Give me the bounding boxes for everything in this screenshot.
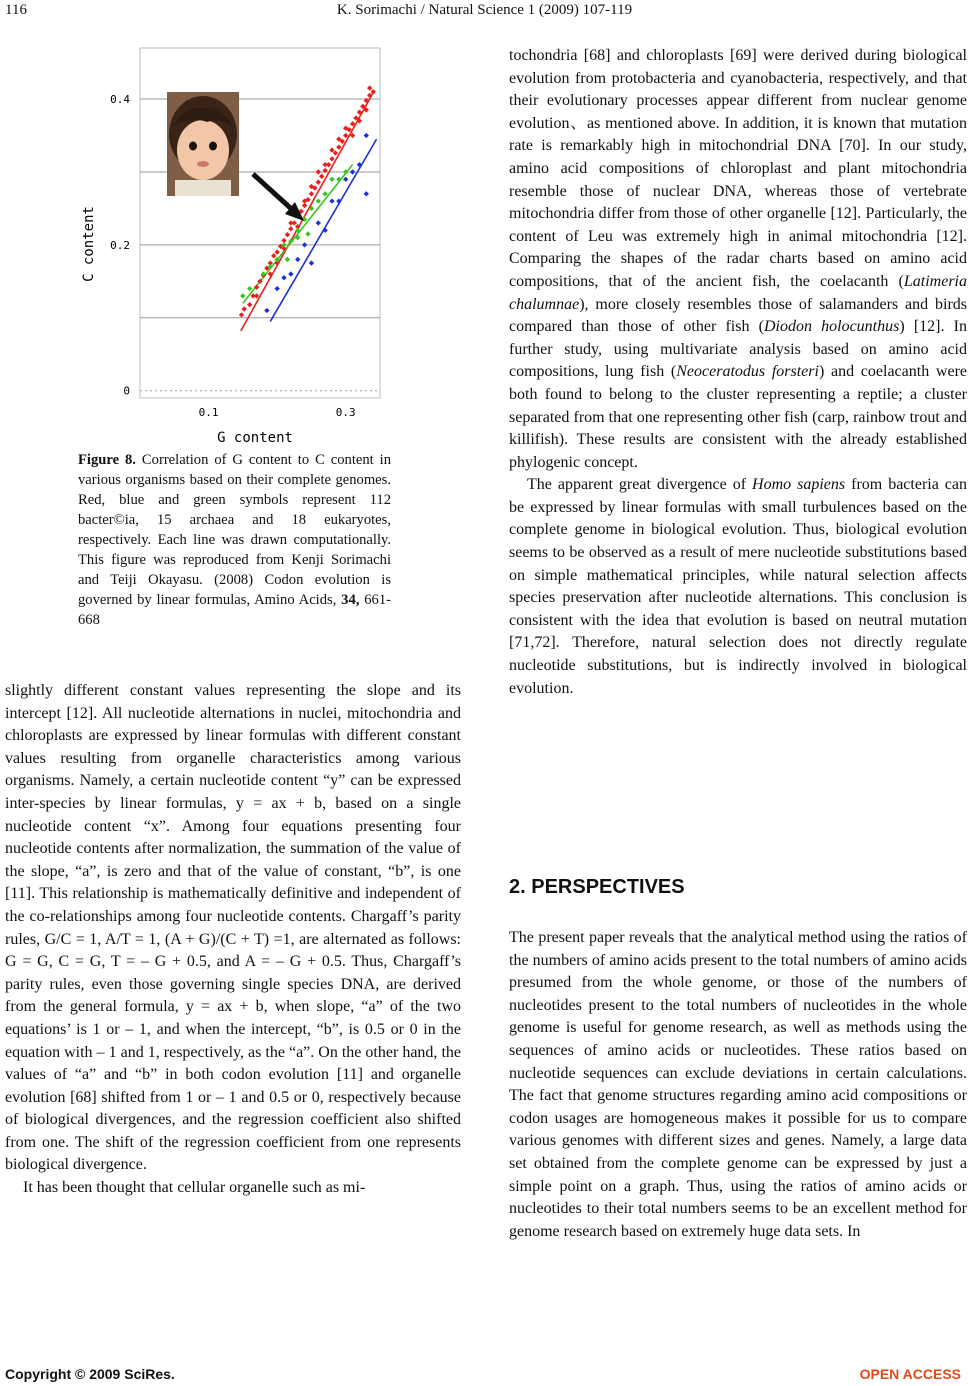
archaea-point [329,198,334,203]
paragraph: slightly different constant values representing the slope and its intercept [12]. All nucleotide alternations in nuclei, mitochondria and chloroplasts are expressed by linear formulas with different constant values resulting from organelle characteristics among various organisms. Namely, a certain nucleotide content “y” can be expressed inter-species by linear formulas, y = ax + b, based on a single nucleotide content “x”. Among four equations presenting four nucleotide contents after normalization, the summation of the value of the slope, “a”, is zero and that of the value of constant, “b”, is one [11]. This relationship is mathematically definitive and independent of the co-relationships among four nucleotide contents. Chargaff’s parity rules, G/C = 1, A/T = 1, (A + G)/(C + T) =1, are alternated as follows: G = G, C = G, T = – G + 0.5, and A = – G + 0.5. Thus, Chargaff’s parity rules, even those governing single species DNA, are derived from the general formula, y = ax + b, when slope, “a” of the two equations’ is 1 or – 1, and when the intercept, “b”, is 0.5 or 0 in the equation with – 1 and 1, respectively, as the “a”. On the other hand, the values of “a” and “b” in both codon evolution [11] and organelle evolution [68] shifted from 1 or – 1 and 0.5 or 0, respectively because of biological divergences, and the regression coefficient also shifted from one. The shift of the regression coefficient from one represents biological divergence. [5,682,461,1174]
bacteria-point [274,249,279,254]
archaea-point [264,308,269,313]
eukaryotes-point [285,257,290,262]
archaea-point [364,133,369,138]
figure-caption [78,450,391,630]
bacteria-point [247,302,252,307]
footer-copyright: Copyright © 2009 SciRes. [5,1366,175,1382]
running-head: K. Sorimachi / Natural Science 1 (2009) 107-119 [336,2,633,18]
y-tick-label: 0.2 [110,238,130,252]
paragraph [509,45,967,474]
archaea-point [288,271,293,276]
bacteria-point [239,312,244,317]
y-axis-label: C content [81,206,97,282]
x-tick-label: 0.3 [335,406,356,419]
species-name: Homo sapiens [752,476,846,494]
bacteria-fit-line [241,90,375,331]
paragraph [509,474,967,700]
archaea-point [281,275,286,280]
bacteria-point [329,156,334,161]
bacteria-point [309,191,314,196]
caption-label: Figure 8. [78,452,136,468]
eukaryotes-point [316,198,321,203]
bacteria-point [271,253,276,258]
archaea-point [350,169,355,174]
archaea-point [274,286,279,291]
text-run: The apparent great divergence of [527,476,753,494]
right-column-text [509,45,967,700]
text-run: tochondria [68] and chloroplasts [69] were derived during biological evolution from protobacteria and cyanobacteria, respectively, and that their evolutionary processes appear different from nuclear genome evolution、as mentioned above. In addition, it is known that mutation rate is remarkably high in mitochondrial DNA [70]. In our study, amino acid compositions of chloroplast and plant mitochondria resemble those of nuclear DNA, whereas those of vertebrate mitochondria differ from those of other organelle [12]. Particularly, the content of Leu was extremely high in animal mitochondria [12]. Comparing the shapes of the radar charts based on amino acid compositions, that of the ancient fish, the coelacanth ( [509,47,967,290]
bacteria-point [367,93,372,98]
bacteria-point [316,179,321,184]
archaea-point [316,220,321,225]
child-face-photo [167,92,239,196]
left-column-text [5,680,461,1200]
data-points [239,85,376,317]
text-run: ) and coelacanth were both found to belong to the cluster representing a reptile; a cluster separated from that one representing other fish (carp, rainbow trout and killifish). These results are consistent with the already established phylogenic concept. [509,363,967,471]
footer-open-access: OPEN ACCESS [859,1366,961,1382]
archaea-point [364,191,369,196]
species-name: Diodon holocunthus [763,318,900,336]
species-name: Latimeria chalumnae [509,272,967,313]
eukaryotes-point [247,286,252,291]
text-run: from bacteria can be expressed by linear formulas with small turbulences based on the complete genome in biological evolution. Thus, biological evolution seems to be observed as a result of mere nucleotide substitutions based on simple mathematical principles, while natural selection affects species preservation after nucleotide alternations. This conclusion is consistent with the idea that evolution is based on neutral mutation [71,72]. Therefore, natural selection does not directly regulate nucleotide substitutions, but is indirectly involved in biological evolution. [509,476,968,697]
x-tick-label: 0.1 [198,406,219,419]
eukaryotes-point [305,231,310,236]
archaea-point [343,177,348,182]
archaea-point [309,260,314,265]
bacteria-point [367,85,372,90]
paragraph: It has been thought that cellular organelle such as mi- [23,1179,366,1197]
bacteria-point [288,226,293,231]
pointer-arrow [253,174,304,221]
bacteria-point [336,144,341,149]
bacteria-point [288,220,293,225]
page-number: 116 [5,2,27,18]
paragraph: The present paper reveals that the analytical method using the ratios of the numbers of amino acids present to the total numbers of amino acids presumed from the whole genome, or those of the numbers of nucleotides present to the total numbers of nucleotides in the whole genome is useful for genome research, as well as methods using the sequences of amino acids or nucleotides. These ratios based on nucleotide sequences can exclude deviations in certain calculations. The fact that genome structures regarding amino acid compositions or codon usages are homogeneous makes it possible for us to compare various genomes with different sizes and genes. Namely, a large data set obtained from the complete genome can be expressed by just a simple point on a graph. Thus, using the ratios of amino acids or nucleotides to their total numbers seems to be an excellent method for genome research based on extremely huge data sets. In [509,929,967,1240]
eukaryotes-point [329,177,334,182]
caption-volume: 34, [341,592,360,608]
archaea-point [295,257,300,262]
bacteria-point [370,89,375,94]
fit-lines [241,90,377,331]
bacteria-point [316,169,321,174]
bacteria-point [242,306,247,311]
bacteria-point [319,174,324,179]
text-run: ) [12]. In further study, using multivariate analysis based on amino acid compositions, lung fish ( [509,318,967,381]
perspectives-text [509,927,967,1243]
text-run: ), more closely resembles those of salamanders and birds compared than those of other fish ( [509,295,967,336]
eukaryotes-point [240,293,245,298]
caption-text: Correlation of G content to C content in various organisms based on their complete genomes. Red, blue and green symbols represent 112 bacter©ia, 15 archaea and 18 eukaryotes, respectively. Each line was drawn computationally. This figure was reproduced from Kenji Sorimachi and Teiji Okayasu. (2008) Codon evolution is governed by linear formulas, Amino Acids, [78,452,392,608]
archaea-point [302,242,307,247]
bacteria-point [285,232,290,237]
page-header [0,0,969,24]
bacteria-point [322,162,327,167]
figure-8 [75,46,393,658]
caption-pages: 661-668 [78,592,391,628]
x-axis-label: G content [217,430,293,446]
species-name: Neoceratodus forsteri [676,363,819,381]
archaea-point [322,228,327,233]
y-tick-label: 0 [123,384,130,398]
eukaryotes-point [336,177,341,182]
y-tick-label: 0.4 [110,93,130,107]
section-heading: 2. PERSPECTIVES [509,876,685,898]
